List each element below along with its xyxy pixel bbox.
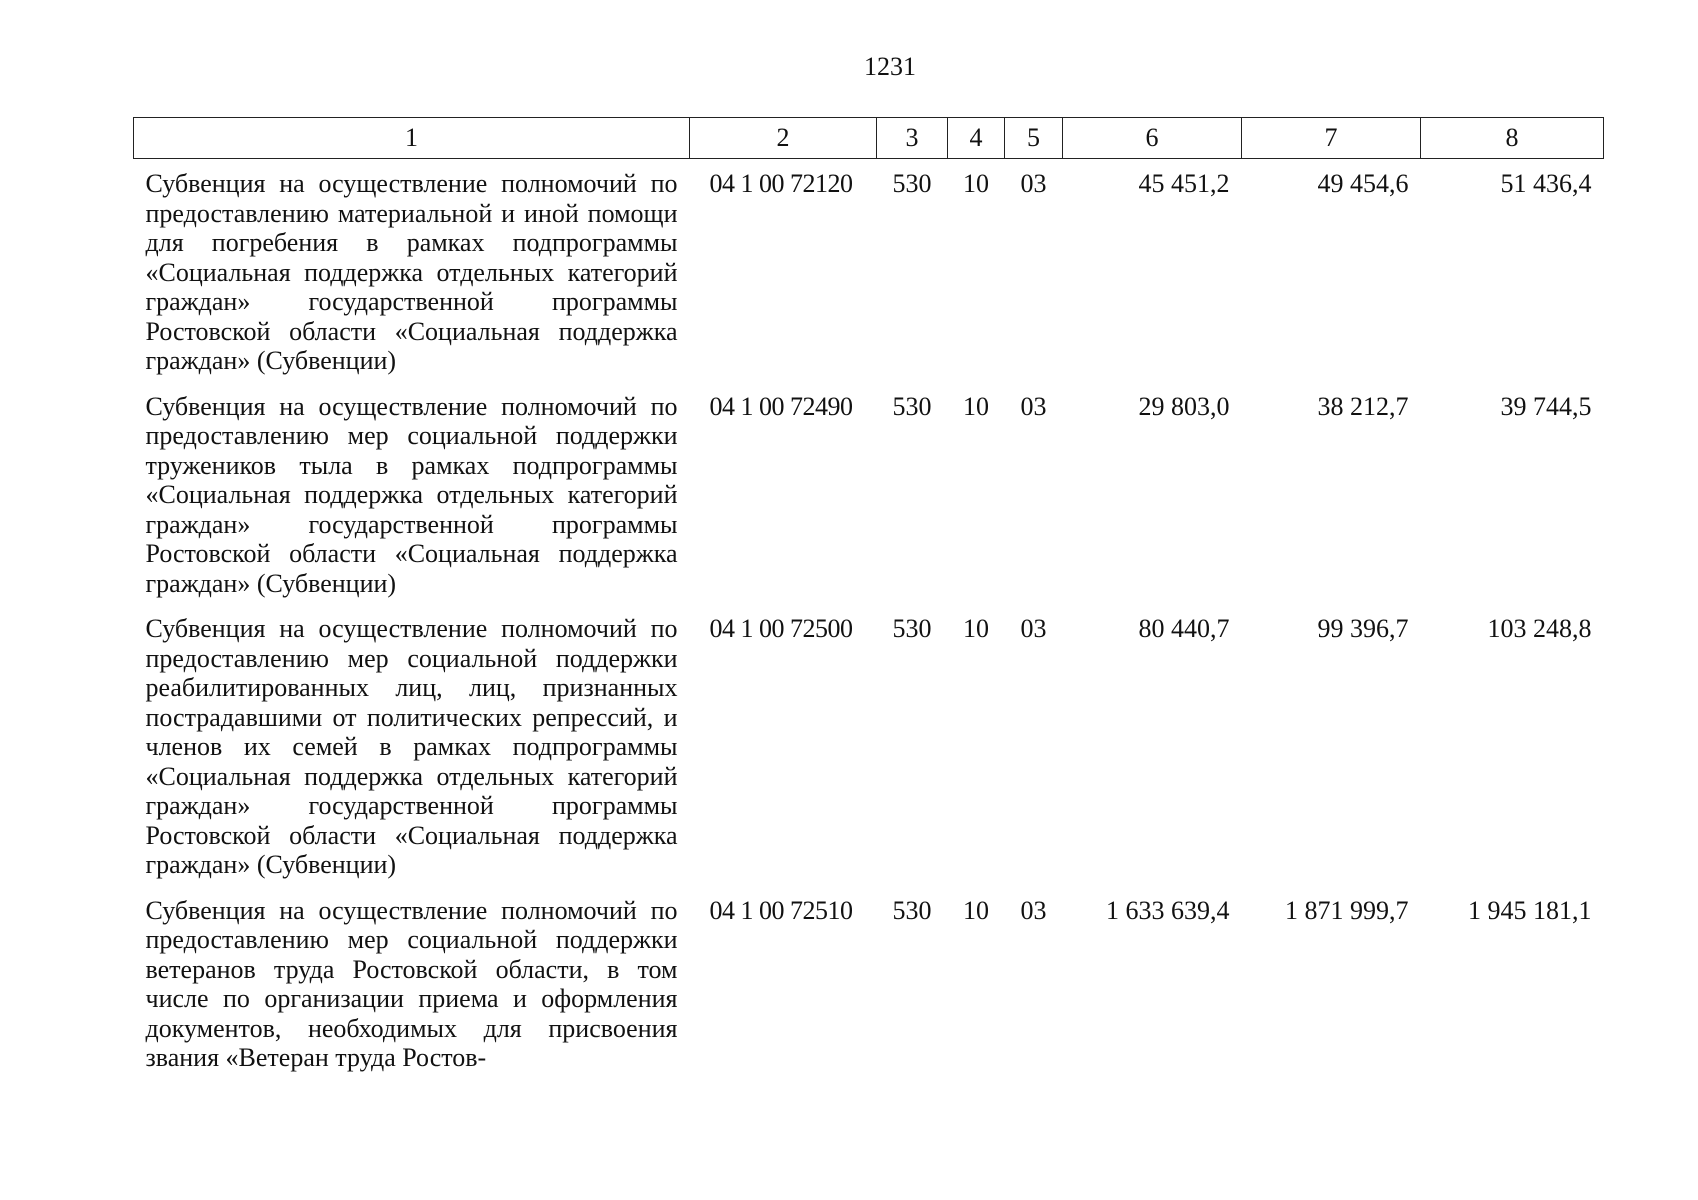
column-header-8: 8 (1421, 118, 1604, 159)
table-row (134, 159, 1604, 382)
table-body (134, 159, 1604, 1079)
row-expense-type: 530 (892, 169, 932, 198)
row-amount-8: 51 436,4 (1500, 169, 1592, 198)
row-description: Субвенция на осуществление полномочий по предоставлению материальной и иной помощи для погребения в рамках подпрограммы «Социальная поддержка отдельных категорий граждан» государственной программы Ростовской области «Социальная поддержка граждан» (Субвенции) (145, 169, 678, 375)
row-amount-7: 99 396,7 (1317, 614, 1409, 643)
row-expense-type: 530 (892, 614, 932, 643)
row-subsection: 03 (1020, 614, 1047, 643)
row-description: Субвенция на осуществление полномочий по предоставлению мер социальной поддержки тружеников тыла в рамках подпрограммы «Социальная поддержка отдельных категорий граждан» государственной программы Ростовской области «Социальная поддержка граждан» (Субвенции) (145, 391, 678, 598)
column-header-1: 1 (134, 118, 690, 159)
row-subsection: 03 (1020, 391, 1047, 421)
row-amount-6: 80 440,7 (1138, 614, 1230, 643)
row-section: 10 (963, 169, 989, 198)
row-section: 10 (963, 614, 989, 643)
row-amount-8: 39 744,5 (1500, 391, 1592, 421)
column-header-5: 5 (1005, 118, 1063, 159)
row-amount-6: 45 451,2 (1138, 169, 1230, 198)
table-header (134, 118, 1604, 159)
row-amount-6: 29 803,0 (1138, 391, 1230, 421)
page-number: 1231 (864, 52, 916, 81)
row-amount-8: 1 945 181,1 (1468, 895, 1592, 925)
row-amount-8: 103 248,8 (1487, 614, 1592, 643)
row-amount-7: 38 212,7 (1317, 391, 1409, 421)
row-expense-type: 530 (892, 895, 932, 925)
row-amount-7: 1 871 999,7 (1285, 895, 1409, 925)
row-subsection: 03 (1020, 169, 1047, 198)
budget-table (133, 117, 1604, 1079)
row-description: Субвенция на осуществление полномочий по предоставлению мер социальной поддержки реабилитированных лиц, лиц, признанных пострадавшими от политических репрессий, и членов их семей в рамках подпрограммы «Социальная поддержка отдельных категорий граждан» государственной программы Ростовской области «Социальная поддержка граждан» (Субвенции) (145, 614, 678, 879)
header-row (134, 118, 1604, 159)
table-row (134, 604, 1604, 886)
row-amount-7: 49 454,6 (1317, 169, 1409, 198)
row-amount-6: 1 633 639,4 (1106, 895, 1230, 925)
column-header-7: 7 (1242, 118, 1421, 159)
table-row (134, 886, 1604, 1079)
row-target-code: 04 1 00 72510 (709, 895, 853, 925)
row-subsection: 03 (1020, 895, 1047, 925)
column-header-3: 3 (877, 118, 948, 159)
column-header-6: 6 (1063, 118, 1242, 159)
row-section: 10 (963, 391, 989, 421)
column-header-4: 4 (948, 118, 1005, 159)
row-section: 10 (963, 895, 989, 925)
row-target-code: 04 1 00 72120 (709, 169, 853, 198)
table-row (134, 382, 1604, 605)
row-target-code: 04 1 00 72500 (709, 614, 853, 643)
column-header-2: 2 (690, 118, 877, 159)
row-description: Субвенция на осуществление полномочий по предоставлению мер социальной поддержки ветеранов труда Ростовской области, в том числе по организации приема и оформления документов, необходимых для присвоения звания «Ветеран труда Ростов- (145, 895, 678, 1072)
row-target-code: 04 1 00 72490 (709, 391, 853, 421)
row-expense-type: 530 (892, 391, 932, 421)
